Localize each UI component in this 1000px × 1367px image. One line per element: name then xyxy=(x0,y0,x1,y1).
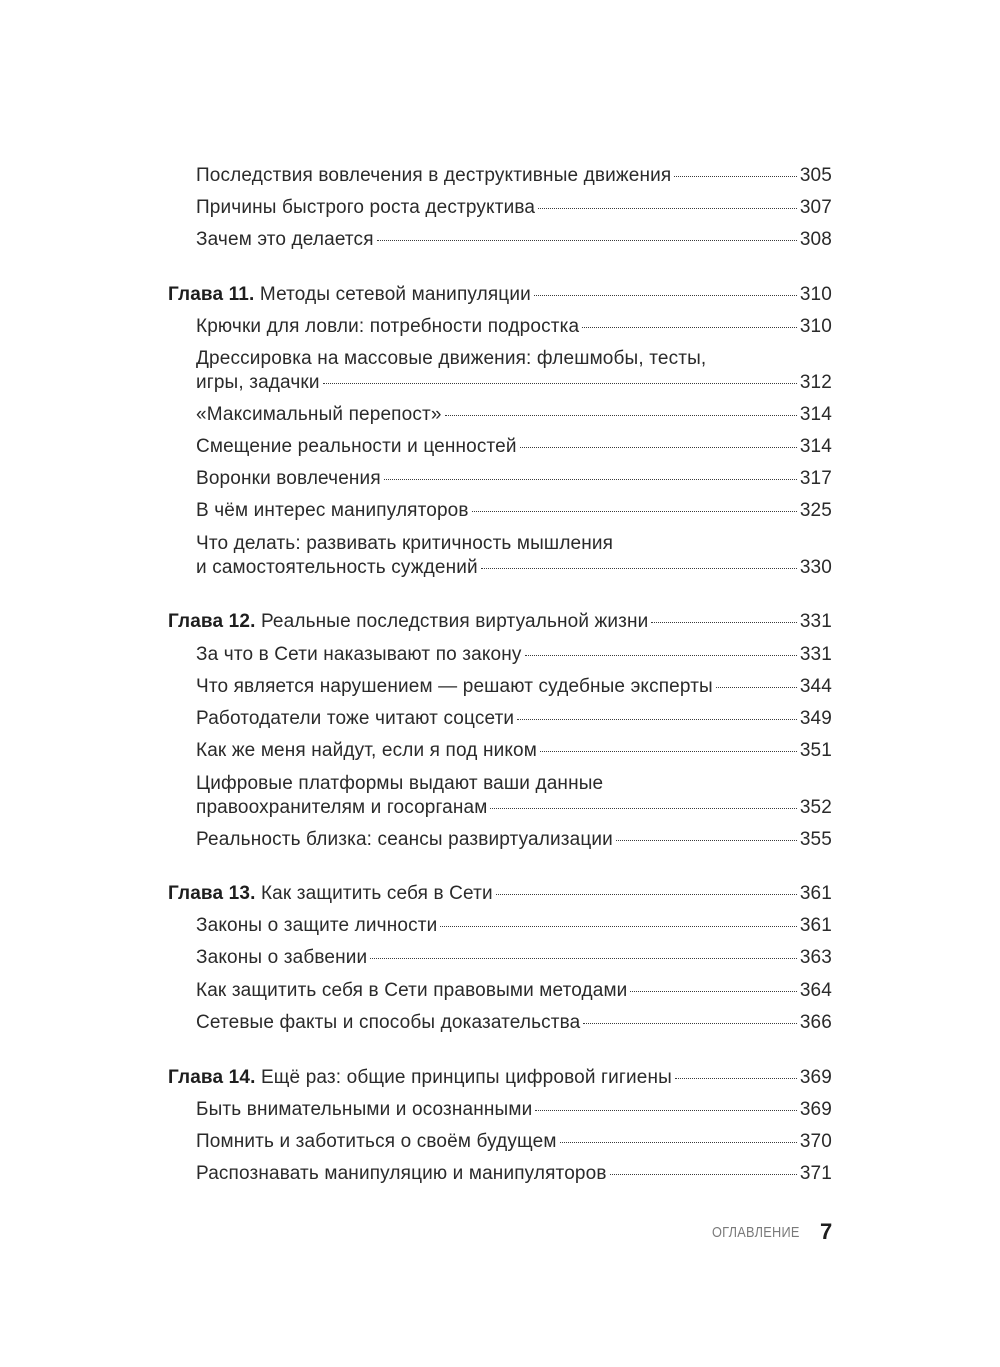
dot-leader xyxy=(377,240,797,241)
dot-leader xyxy=(583,1023,796,1024)
dot-leader xyxy=(445,415,797,416)
toc-entry-line xyxy=(196,347,832,370)
toc-entry-text: правоохранителям и госорганам xyxy=(196,797,488,818)
toc-entry-text: Смещение реальности и ценностей xyxy=(196,436,517,457)
toc-page-number: 312 xyxy=(799,372,832,393)
toc-entry-title xyxy=(168,283,531,306)
toc-entry-line xyxy=(196,643,832,666)
toc-entry-title xyxy=(196,643,522,666)
toc-entry-title xyxy=(196,772,603,795)
toc-entry-title xyxy=(196,347,706,370)
toc-section-entry xyxy=(196,828,832,851)
toc-page-number: 314 xyxy=(799,436,832,457)
toc-entry-title xyxy=(196,556,478,579)
dot-leader xyxy=(496,894,797,895)
toc-entry-line xyxy=(196,739,832,762)
toc-entry-text: Работодатели тоже читают соцсети xyxy=(196,708,515,729)
toc-entry-line xyxy=(196,1162,832,1185)
toc-entry-text: Быть внимательными и осознанными xyxy=(196,1099,533,1120)
toc-entry-title xyxy=(196,499,469,522)
toc-section-entry xyxy=(196,347,832,394)
dot-leader xyxy=(630,991,796,992)
toc-section-entry xyxy=(196,403,832,426)
toc-entry-title xyxy=(196,828,613,851)
toc-section-entry xyxy=(196,1098,832,1121)
toc-entry-line xyxy=(168,610,832,633)
toc-section-entry xyxy=(196,739,832,762)
toc-entry-text: «Максимальный перепост» xyxy=(196,404,442,425)
toc-section-entry xyxy=(196,1011,832,1034)
toc-entry-title xyxy=(196,435,517,458)
toc-entry-title xyxy=(168,610,648,633)
toc-page-number: 325 xyxy=(799,500,832,521)
toc-page-number: 371 xyxy=(799,1163,832,1184)
toc-section-entry xyxy=(196,914,832,937)
toc-entry-text: Воронки вовлечения xyxy=(196,468,381,489)
toc-entry-text: Зачем это делается xyxy=(196,229,374,250)
toc-entry-line xyxy=(196,228,832,251)
toc-entry-text: За что в Сети наказывают по закону xyxy=(196,644,522,665)
toc-page-number: 310 xyxy=(799,284,832,305)
toc-section-entry xyxy=(196,979,832,1002)
dot-leader xyxy=(323,383,797,384)
toc-entry-title xyxy=(196,1162,607,1185)
toc-entry-title xyxy=(196,196,535,219)
toc-section-entry xyxy=(196,707,832,730)
toc-entry-text: Что делать: развивать критичность мышления xyxy=(196,533,614,554)
dot-leader xyxy=(520,447,797,448)
toc-entry-title xyxy=(196,675,713,698)
toc-entry-line xyxy=(196,403,832,426)
toc-entry-title xyxy=(196,1011,580,1034)
toc-entry-title xyxy=(168,1066,672,1089)
toc-entry-text: Крючки для ловли: потребности подростка xyxy=(196,316,580,337)
toc-page-number: 308 xyxy=(799,229,832,250)
toc-entry-title xyxy=(196,979,627,1002)
dot-leader xyxy=(674,176,797,177)
toc-entry-title xyxy=(196,164,671,187)
toc-section-entry xyxy=(196,467,832,490)
toc-section-entry xyxy=(196,946,832,969)
toc-page-number: 366 xyxy=(799,1012,832,1033)
toc-section-entry xyxy=(196,1130,832,1153)
toc-section-entry xyxy=(196,1162,832,1185)
toc-entry-text: Дрессировка на массовые движения: флешмобы, тесты, xyxy=(196,348,707,369)
toc-page-number: 314 xyxy=(799,404,832,425)
dot-leader xyxy=(440,926,797,927)
toc-entry-title xyxy=(196,532,613,555)
toc-entry-title xyxy=(196,315,579,338)
toc-chapter-entry xyxy=(168,1066,832,1089)
dot-leader xyxy=(525,655,797,656)
dot-leader xyxy=(472,511,797,512)
toc-page-number: 344 xyxy=(799,676,832,697)
toc-entry-line xyxy=(196,979,832,1002)
toc-entry-text: Законы о забвении xyxy=(196,947,368,968)
chapter-label: Глава 12. xyxy=(168,611,256,632)
toc-entry-text: Причины быстрого роста деструктива xyxy=(196,197,536,218)
toc-section-entry xyxy=(196,499,832,522)
toc-section-entry xyxy=(196,532,832,579)
toc-entry-title xyxy=(196,1130,557,1153)
dot-leader xyxy=(610,1174,797,1175)
toc-entry-text: Цифровые платформы выдают ваши данные xyxy=(196,773,604,794)
toc-entry-text: Как защитить себя в Сети xyxy=(260,883,493,904)
dot-leader xyxy=(481,568,797,569)
dot-leader xyxy=(651,622,796,623)
dot-leader xyxy=(582,327,797,328)
toc-entry-line xyxy=(196,796,832,819)
toc-entry-line xyxy=(196,467,832,490)
toc-entry-text: Что является нарушением — решают судебные эксперты xyxy=(196,676,713,697)
toc-entry-line xyxy=(196,164,832,187)
dot-leader xyxy=(517,719,797,720)
toc-entry-title xyxy=(196,914,437,937)
toc-entry-line xyxy=(196,499,832,522)
dot-leader xyxy=(538,208,797,209)
toc-page-number: 305 xyxy=(799,165,832,186)
toc-page-number: 307 xyxy=(799,197,832,218)
toc-entry-text: Последствия вовлечения в деструктивные движения xyxy=(196,165,672,186)
toc-entry-title xyxy=(196,467,381,490)
toc-page-number: 351 xyxy=(799,740,832,761)
dot-leader xyxy=(535,1110,796,1111)
toc-entry-line xyxy=(196,1130,832,1153)
toc-entry-line xyxy=(168,283,832,306)
toc-entry-line xyxy=(196,707,832,730)
toc-page-number: 363 xyxy=(799,947,832,968)
running-footer-section: ОГЛАВЛЕНИЕ xyxy=(712,1224,800,1241)
toc-entry-line xyxy=(196,532,832,555)
toc-entry-line xyxy=(196,772,832,795)
dot-leader xyxy=(490,808,796,809)
toc-entry-line xyxy=(196,435,832,458)
toc-page-number: 370 xyxy=(799,1131,832,1152)
dot-leader xyxy=(716,687,797,688)
toc-section-entry xyxy=(196,315,832,338)
toc-section-entry xyxy=(196,196,832,219)
dot-leader xyxy=(370,958,797,959)
chapter-label: Глава 11. xyxy=(168,284,255,305)
toc-entry-text: Помнить и заботиться о своём будущем xyxy=(196,1131,557,1152)
toc-page-number: 310 xyxy=(799,316,832,337)
toc-entry-title xyxy=(196,946,367,969)
toc-page-number: 369 xyxy=(799,1067,832,1088)
toc-chapter-entry xyxy=(168,283,832,306)
toc-entry-title xyxy=(196,1098,532,1121)
toc-page-number: 331 xyxy=(799,611,832,632)
toc-page-number: 364 xyxy=(799,980,832,1001)
toc-entry-line xyxy=(196,556,832,579)
dot-leader xyxy=(540,751,797,752)
toc-entry-text: Как защитить себя в Сети правовыми методами xyxy=(196,980,628,1001)
toc-entry-line xyxy=(196,1098,832,1121)
toc-page-number: 355 xyxy=(799,829,832,850)
toc-entry-line xyxy=(196,371,832,394)
toc-page-number: 349 xyxy=(799,708,832,729)
toc-entry-text: и самостоятельность суждений xyxy=(196,557,478,578)
toc-entry-line xyxy=(196,828,832,851)
toc-page-number: 369 xyxy=(799,1099,832,1120)
toc-section-entry xyxy=(196,643,832,666)
toc-chapter-entry xyxy=(168,882,832,905)
toc-entry-line xyxy=(196,914,832,937)
chapter-label: Глава 13. xyxy=(168,883,256,904)
toc-entry-text: Распознавать манипуляцию и манипуляторов xyxy=(196,1163,607,1184)
toc-page-number: 361 xyxy=(799,915,832,936)
toc-entry-text: Законы о защите личности xyxy=(196,915,438,936)
toc-chapter-entry xyxy=(168,610,832,633)
toc-entry-text: игры, задачки xyxy=(196,372,320,393)
toc-entry-title xyxy=(196,403,442,426)
toc-page-number: 361 xyxy=(799,883,832,904)
toc-entry-title xyxy=(168,882,493,905)
toc-entry-line xyxy=(196,946,832,969)
toc-page-number: 352 xyxy=(799,797,832,818)
toc-entry-line xyxy=(196,315,832,338)
toc-section-entry xyxy=(196,772,832,819)
toc-entry-title xyxy=(196,371,320,394)
toc-section-entry xyxy=(196,675,832,698)
toc-entry-line xyxy=(168,882,832,905)
dot-leader xyxy=(675,1078,797,1079)
toc-entry-title xyxy=(196,739,537,762)
dot-leader xyxy=(616,840,797,841)
page-number: 7 xyxy=(820,1219,833,1244)
toc-page-number: 317 xyxy=(799,468,832,489)
toc-entry-line xyxy=(168,1066,832,1089)
toc-entry-text: Сетевые факты и способы доказательства xyxy=(196,1012,581,1033)
toc-entry-text: Как же меня найдут, если я под ником xyxy=(196,740,537,761)
toc-entry-line xyxy=(196,1011,832,1034)
toc-entry-text: Реальность близка: сеансы развиртуализации xyxy=(196,829,613,850)
toc-section-entry xyxy=(196,164,832,187)
toc-entry-text: Реальные последствия виртуальной жизни xyxy=(260,611,649,632)
toc-entry-line xyxy=(196,196,832,219)
dot-leader xyxy=(534,295,797,296)
toc-entry-title xyxy=(196,707,514,730)
toc-section-entry xyxy=(196,435,832,458)
toc-entry-text: В чём интерес манипуляторов xyxy=(196,500,469,521)
dot-leader xyxy=(560,1142,797,1143)
dot-leader xyxy=(384,479,797,480)
toc-page-number: 331 xyxy=(799,644,832,665)
chapter-label: Глава 14. xyxy=(168,1067,256,1088)
toc-entry-line xyxy=(196,675,832,698)
toc-entry-title xyxy=(196,796,487,819)
toc-entry-text: Методы сетевой манипуляции xyxy=(259,284,531,305)
toc-entry-text: Ещё раз: общие принципы цифровой гигиены xyxy=(260,1067,672,1088)
toc-entry-title xyxy=(196,228,374,251)
toc-section-entry xyxy=(196,228,832,251)
toc-page-number: 330 xyxy=(799,557,832,578)
